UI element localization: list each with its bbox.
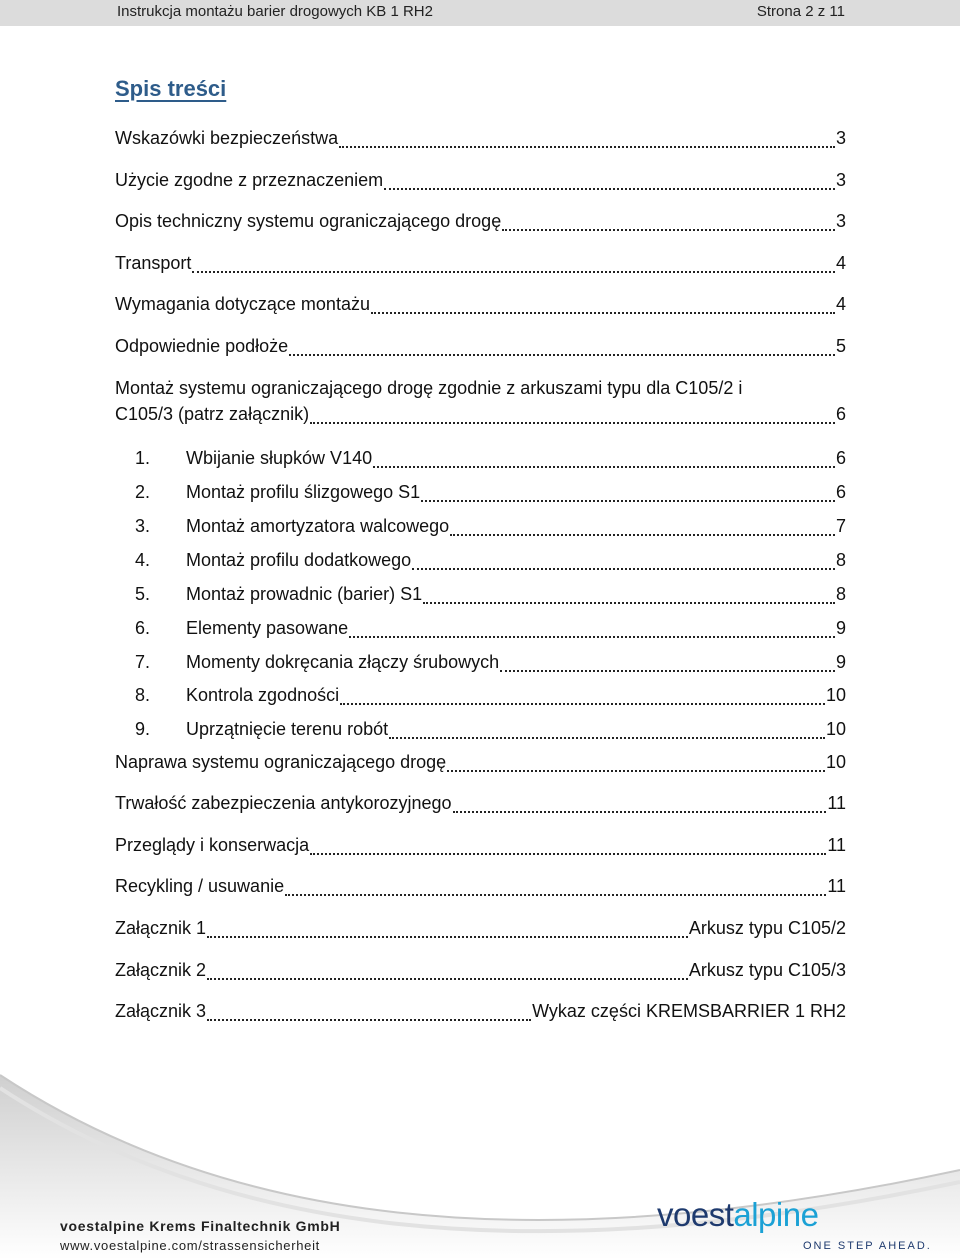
dot-leader bbox=[389, 733, 825, 739]
dot-leader bbox=[447, 766, 825, 772]
toc-item[interactable]: Odpowiednie podłoże 5 bbox=[115, 336, 846, 356]
dot-leader bbox=[285, 890, 826, 896]
toc-item[interactable]: Trwałość zabezpieczenia antykorozyjnego 11 bbox=[115, 793, 846, 813]
dot-leader bbox=[373, 462, 835, 468]
toc-subitem[interactable]: 7. Momenty dokręcania złączy śrubowych 9 bbox=[135, 652, 846, 672]
toc-item[interactable]: Przeglądy i konserwacja 11 bbox=[115, 835, 846, 855]
toc-item[interactable]: Recykling / usuwanie 11 bbox=[115, 876, 846, 896]
dot-leader bbox=[423, 598, 835, 604]
dot-leader bbox=[349, 632, 835, 638]
toc-subitem[interactable]: 2. Montaż profilu ślizgowego S1 6 bbox=[135, 482, 846, 502]
voestalpine-logo: voestalpine bbox=[657, 1196, 819, 1233]
dot-leader bbox=[207, 974, 688, 980]
toc-item[interactable]: C105/3 (patrz załącznik) 6 bbox=[115, 404, 846, 424]
dot-leader bbox=[421, 496, 835, 502]
toc-item[interactable]: Użycie zgodne z przeznaczeniem 3 bbox=[115, 170, 846, 190]
footer-company-info bbox=[60, 1218, 340, 1253]
dot-leader bbox=[502, 225, 835, 231]
dot-leader bbox=[207, 1015, 531, 1021]
dot-leader bbox=[310, 849, 826, 855]
toc-subitem[interactable]: 9. Uprzątnięcie terenu robót 10 bbox=[135, 719, 846, 739]
toc-item[interactable]: Załącznik 1 Arkusz typu C105/2 bbox=[115, 918, 846, 938]
toc-item[interactable]: Wskazówki bezpieczeństwa 3 bbox=[115, 128, 846, 148]
page-number: Strona 2 z 11 bbox=[756, 3, 845, 20]
dot-leader bbox=[339, 142, 835, 148]
toc-item[interactable]: Opis techniczny systemu ograniczającego drogę 3 bbox=[115, 211, 846, 231]
dot-leader bbox=[453, 807, 827, 813]
company-name: voestalpine Krems Finaltechnik GmbH bbox=[60, 1218, 341, 1234]
dot-leader bbox=[450, 530, 835, 536]
dot-leader bbox=[371, 308, 835, 314]
logo-tagline: ONE STEP AHEAD. bbox=[803, 1240, 932, 1252]
toc-subitem[interactable]: 4. Montaż profilu dodatkowego 8 bbox=[135, 550, 846, 570]
dot-leader bbox=[310, 418, 835, 424]
dot-leader bbox=[192, 267, 835, 273]
dot-leader bbox=[384, 184, 835, 190]
toc-item[interactable]: Transport 4 bbox=[115, 253, 846, 273]
toc-item[interactable]: Wymagania dotyczące montażu 4 bbox=[115, 294, 846, 314]
toc-item-line1[interactable]: Montaż systemu ograniczającego drogę zgodnie z arkuszami typu dla C105/2 i bbox=[115, 378, 743, 398]
toc-subitem[interactable]: 8. Kontrola zgodności 10 bbox=[135, 685, 846, 705]
toc-item[interactable]: Załącznik 3 Wykaz części KREMSBARRIER 1 RH2 bbox=[115, 1001, 846, 1021]
toc-subitem[interactable]: 1. Wbijanie słupków V140 6 bbox=[135, 448, 846, 468]
dot-leader bbox=[412, 564, 835, 570]
dot-leader bbox=[500, 666, 835, 672]
company-url[interactable]: www.voestalpine.com/strassensicherheit bbox=[60, 1238, 320, 1253]
toc-subitem[interactable]: 6. Elementy pasowane 9 bbox=[135, 618, 846, 638]
document-title: Instrukcja montażu barier drogowych KB 1 RH2 bbox=[117, 3, 433, 20]
toc-title: Spis treści bbox=[115, 76, 227, 101]
toc-item[interactable]: Naprawa systemu ograniczającego drogę 10 bbox=[115, 752, 846, 772]
toc-item[interactable]: Załącznik 2 Arkusz typu C105/3 bbox=[115, 960, 846, 980]
dot-leader bbox=[289, 350, 835, 356]
toc-subitem[interactable]: 3. Montaż amortyzatora walcowego 7 bbox=[135, 516, 846, 536]
toc-subitem[interactable]: 5. Montaż prowadnic (barier) S1 8 bbox=[135, 584, 846, 604]
dot-leader bbox=[340, 699, 825, 705]
dot-leader bbox=[207, 932, 688, 938]
page-header bbox=[0, 0, 960, 26]
